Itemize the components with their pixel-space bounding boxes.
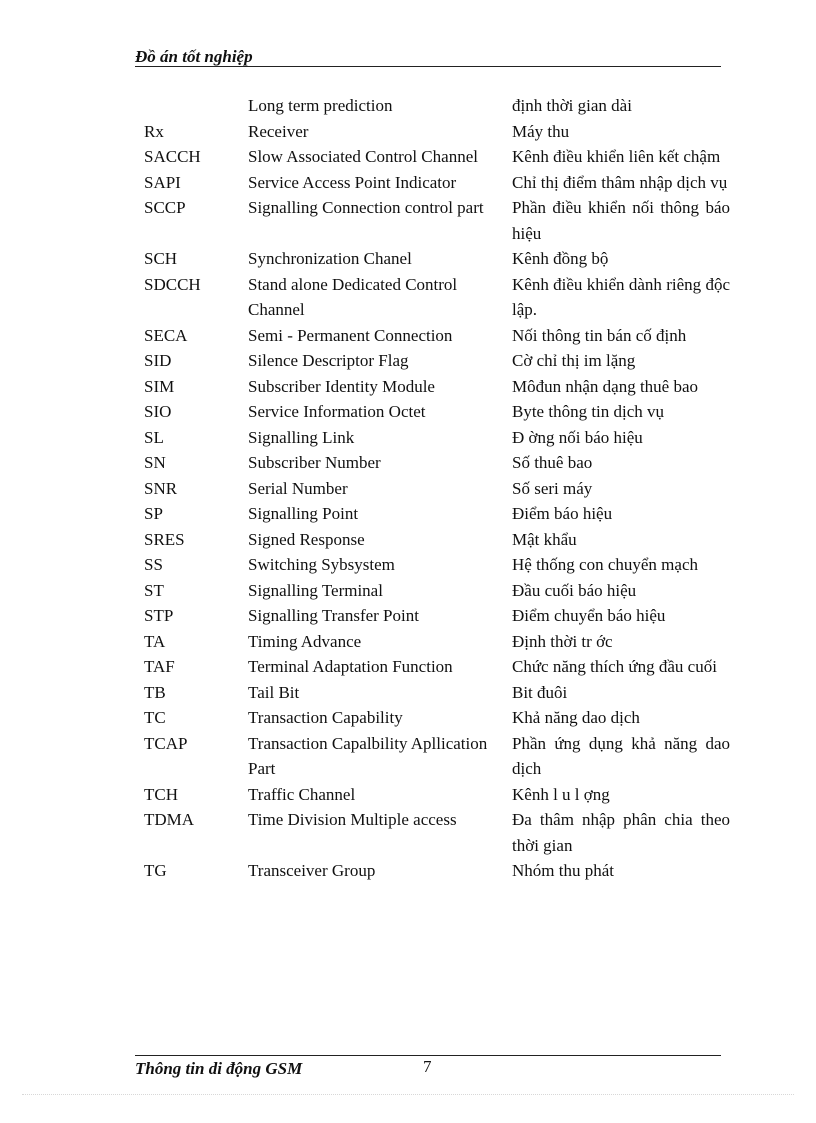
abbreviation-cell: SAPI <box>144 172 181 192</box>
glossary-row <box>144 144 734 170</box>
glossary-row <box>144 450 734 476</box>
glossary-row <box>144 858 734 884</box>
glossary-row <box>144 552 734 578</box>
glossary-row <box>144 629 734 655</box>
meaning-cell: Đầu cuối báo hiệu <box>512 580 637 600</box>
abbreviation-cell: TA <box>144 631 166 651</box>
term-cell: Signalling Connection control part <box>248 198 484 217</box>
abbreviation-cell: SCCP <box>144 198 186 217</box>
meaning-cell: Chức năng thích ứng đầu cuối <box>512 657 717 676</box>
meaning-cell: Hệ thống con chuyển mạch <box>512 555 698 574</box>
abbreviation-cell: SDCCH <box>144 274 201 294</box>
glossary-row <box>144 501 734 527</box>
abbreviation-cell: SID <box>144 351 172 370</box>
meaning-cell: Điểm báo hiệu <box>512 504 613 523</box>
term-cell: Stand alone Dedicated Control Channel <box>248 274 458 319</box>
footer-rule <box>135 1055 721 1056</box>
term-cell: Time Division Multiple access <box>248 810 457 829</box>
term-cell: Service Information Octet <box>248 402 426 421</box>
glossary-row <box>144 476 734 502</box>
meaning-cell: Số seri máy <box>512 478 593 498</box>
abbreviation-cell: SP <box>144 504 163 523</box>
glossary-row <box>144 399 734 425</box>
meaning-cell: Phần điều khiển nối thông báo hiệu <box>512 198 730 243</box>
meaning-cell: Chỉ thị điểm thâm nhập dịch vụ <box>512 172 728 192</box>
term-cell: Signed Response <box>248 529 365 549</box>
glossary-row <box>144 782 734 808</box>
meaning-cell: Kênh điều khiển liên kết chậm <box>512 147 721 166</box>
meaning-cell: Khả năng dao dịch <box>512 708 640 727</box>
abbreviation-cell: SS <box>144 555 163 574</box>
glossary-row <box>144 323 734 349</box>
meaning-cell: Nhóm thu phát <box>512 861 614 880</box>
term-cell: Traffic Channel <box>248 784 356 804</box>
abbreviation-cell: SRES <box>144 529 185 549</box>
meaning-cell: Mật khẩu <box>512 529 577 549</box>
term-cell: Signalling Point <box>248 504 359 523</box>
meaning-cell: Đ ờng nối báo hiệu <box>512 427 643 447</box>
abbreviation-cell: TC <box>144 708 166 727</box>
abbreviation-cell: TB <box>144 682 166 702</box>
meaning-cell: Nối thông tin bán cố định <box>512 325 687 345</box>
glossary-row <box>144 93 734 119</box>
page-number: 7 <box>423 1057 432 1076</box>
abbreviation-cell: SACCH <box>144 147 201 166</box>
meaning-cell: Byte thông tin dịch vụ <box>512 402 665 421</box>
meaning-cell: định thời gian dài <box>512 96 632 115</box>
term-cell: Silence Descriptor Flag <box>248 351 409 370</box>
meaning-cell: Điểm chuyển báo hiệu <box>512 606 666 625</box>
glossary-row <box>144 170 734 196</box>
abbreviation-cell: Rx <box>144 121 164 141</box>
term-cell: Serial Number <box>248 478 348 498</box>
meaning-cell: Môđun nhận dạng thuê bao <box>512 376 699 396</box>
term-cell: Receiver <box>248 121 309 141</box>
glossary-row <box>144 348 734 374</box>
term-cell: Subscriber Identity Module <box>248 376 435 396</box>
glossary-row <box>144 578 734 604</box>
glossary-row <box>144 527 734 553</box>
term-cell: Slow Associated Control Channel <box>248 147 478 166</box>
page-edge <box>22 1094 794 1095</box>
abbreviation-cell: TCAP <box>144 733 188 753</box>
term-cell: Tail Bit <box>248 682 300 702</box>
glossary-row <box>144 425 734 451</box>
glossary-row <box>144 119 734 145</box>
term-cell: Service Access Point Indicator <box>248 172 457 192</box>
glossary-row <box>144 195 734 246</box>
abbreviation-cell: SIM <box>144 376 175 396</box>
glossary-row <box>144 603 734 629</box>
term-cell: Long term prediction <box>248 96 393 115</box>
abbreviation-cell: TDMA <box>144 810 195 829</box>
meaning-cell: Cờ chỉ thị im lặng <box>512 351 636 370</box>
glossary-row <box>144 654 734 680</box>
glossary-row <box>144 705 734 731</box>
abbreviation-cell: SIO <box>144 402 172 421</box>
term-cell: Switching Sybsystem <box>248 555 395 574</box>
glossary-row <box>144 680 734 706</box>
abbreviation-cell: TCH <box>144 784 178 804</box>
term-cell: Signalling Transfer Point <box>248 606 419 625</box>
abbreviation-cell: SECA <box>144 325 188 345</box>
term-cell: Transaction Capability <box>248 708 403 727</box>
header-rule <box>135 66 721 67</box>
abbreviation-cell: TAF <box>144 657 175 676</box>
glossary-table <box>144 93 734 884</box>
abbreviation-cell: ST <box>144 580 164 600</box>
abbreviation-cell <box>144 93 248 119</box>
header-title: Đồ án tốt nghiệp <box>135 47 253 66</box>
meaning-cell: Bit đuôi <box>512 682 568 702</box>
abbreviation-cell: STP <box>144 606 174 625</box>
abbreviation-cell: SNR <box>144 478 178 498</box>
term-cell: Subscriber Number <box>248 453 381 472</box>
term-cell: Synchronization Chanel <box>248 249 412 268</box>
meaning-cell: Kênh l u l ợng <box>512 784 610 804</box>
term-cell: Transaction Capalbility Apllication Part <box>248 733 488 778</box>
term-cell: Transceiver Group <box>248 861 376 880</box>
abbreviation-cell: SL <box>144 427 164 447</box>
glossary-row <box>144 731 734 782</box>
glossary-row <box>144 272 734 323</box>
meaning-cell: Định thời tr ớc <box>512 631 613 651</box>
meaning-cell: Kênh đồng bộ <box>512 249 609 268</box>
meaning-cell: Phần ứng dụng khả năng dao dịch <box>512 733 730 778</box>
abbreviation-cell: SCH <box>144 249 178 268</box>
term-cell: Semi - Permanent Connection <box>248 325 453 345</box>
term-cell: Terminal Adaptation Function <box>248 657 453 676</box>
term-cell: Signalling Link <box>248 427 355 447</box>
glossary-row <box>144 374 734 400</box>
term-cell: Timing Advance <box>248 631 362 651</box>
glossary-row <box>144 807 734 858</box>
term-cell: Signalling Terminal <box>248 580 383 600</box>
abbreviation-cell: SN <box>144 453 166 472</box>
meaning-cell: Đa thâm nhập phân chia theo thời gian <box>512 810 730 855</box>
glossary-row <box>144 246 734 272</box>
meaning-cell: Kênh điều khiển dành riêng độc lập. <box>512 274 730 319</box>
footer-title: Thông tin di động GSM <box>135 1059 303 1078</box>
meaning-cell: Máy thu <box>512 121 570 141</box>
meaning-cell: Số thuê bao <box>512 453 593 472</box>
abbreviation-cell: TG <box>144 861 167 880</box>
